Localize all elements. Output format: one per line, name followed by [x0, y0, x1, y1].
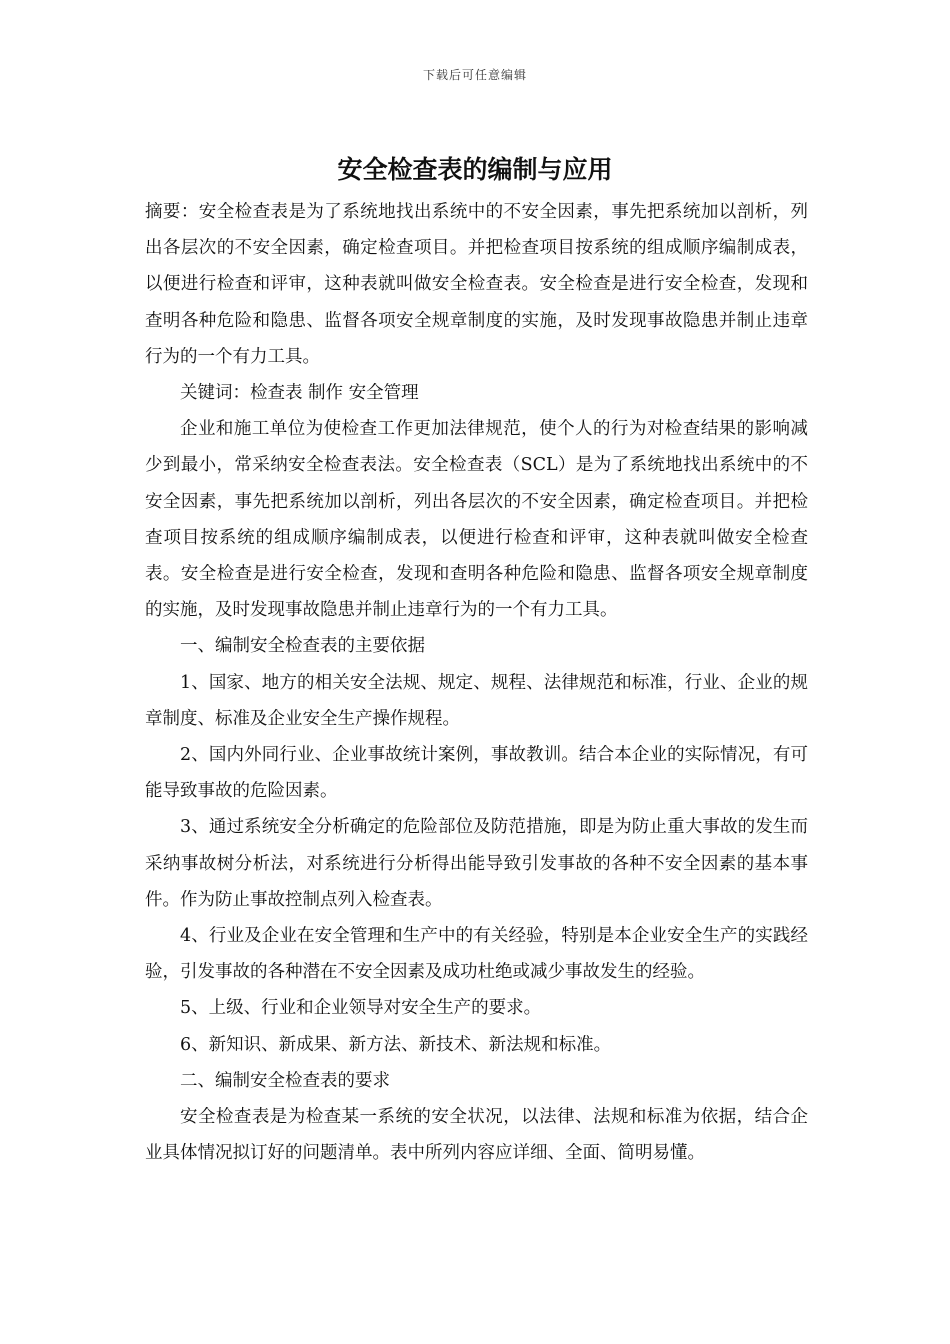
section-heading-2: 二、编制安全检查表的要求: [180, 1070, 390, 1091]
list-item-4: 4、行业及企业在安全管理和生产中的有关经验，特别是本企业安全生产的实践经验，引发事故的各种潜在不安全因素及成功杜绝或减少事故发生的经验。: [145, 926, 808, 983]
section-heading-1: 一、编制安全检查表的主要依据: [180, 636, 425, 657]
header-note: 下载后可任意编辑: [422, 68, 527, 82]
intro-paragraph: 企业和施工单位为使检查工作更加法律规范，使个人的行为对检查结果的影响减少到最小，常采纳安全检查表法。安全检查表（SCL）是为了系统地找出系统中的不安全因素，事先把系统加以剖析，列出各层次的不安全因素，确定检查项目。并把检查项目按系统的组成顺序编制成表，以便进行检查和评审，这种表就叫做安全检查表。安全检查是进行安全检查，发现和查明各种危险和隐患、监督各项安全规章制度的实施，及时发现事故隐患并制止违章行为的一个有力工具。: [145, 419, 808, 621]
list-item-5: 5、上级、行业和企业领导对安全生产的要求。: [180, 998, 542, 1019]
keywords-paragraph: 关键词：检查表 制作 安全管理: [180, 383, 419, 404]
list-item-3: 3、通过系统安全分析确定的危险部位及防范措施，即是为防止重大事故的发生而采纳事故树分析法，对系统进行分析得出能导致引发事故的各种不安全因素的基本事件。作为防止事故控制点列入检查表。: [145, 817, 808, 910]
document-body: [145, 194, 808, 1171]
list-item-6: 6、新知识、新成果、新方法、新技术、新法规和标准。: [180, 1034, 612, 1055]
abstract-paragraph: 摘要：安全检查表是为了系统地找出系统中的不安全因素，事先把系统加以剖析，列出各层次的不安全因素，确定检查项目。并把检查项目按系统的组成顺序编制成表，以便进行检查和评审，这种表就叫做安全检查表。安全检查是进行安全检查，发现和查明各种危险和隐患、监督各项安全规章制度的实施，及时发现事故隐患并制止违章行为的一个有力工具。: [145, 202, 808, 367]
list-item-2: 2、国内外同行业、企业事故统计案例，事故教训。结合本企业的实际情况，有可能导致事故的危险因素。: [145, 745, 808, 802]
document-title: 安全检查表的编制与应用: [337, 155, 613, 184]
requirements-paragraph: 安全检查表是为检查某一系统的安全状况，以法律、法规和标准为依据，结合企业具体情况拟订好的问题清单。表中所列内容应详细、全面、简明易懂。: [145, 1107, 808, 1164]
list-item-1: 1、国家、地方的相关安全法规、规定、规程、法律规范和标准，行业、企业的规章制度、标准及企业安全生产操作规程。: [145, 672, 808, 729]
